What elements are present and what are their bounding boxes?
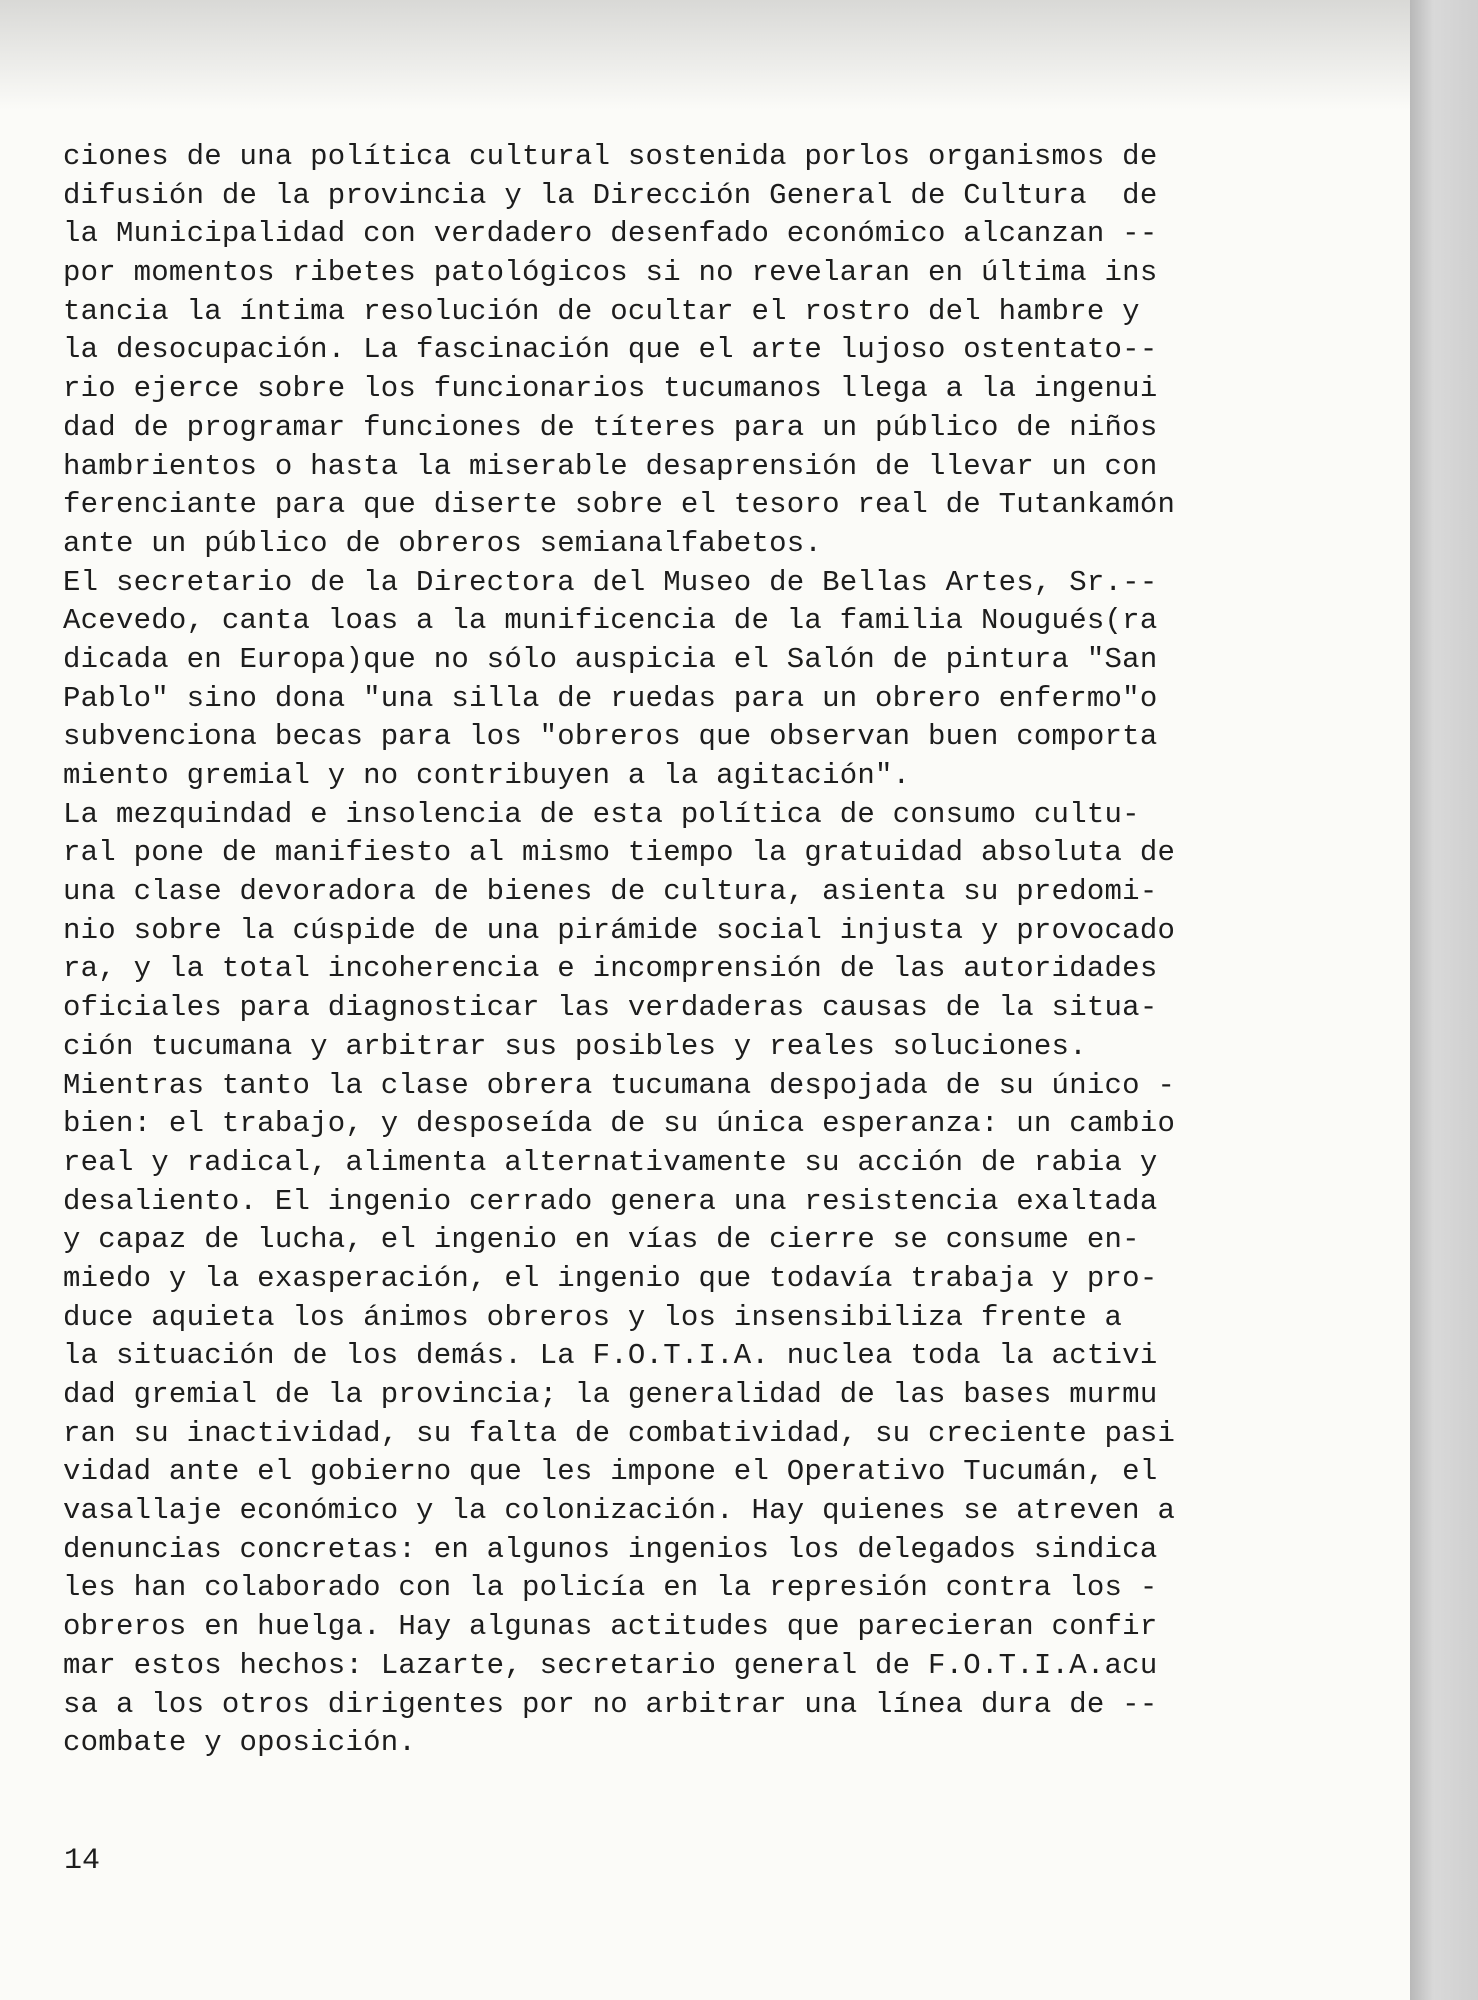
text-line: sa a los otros dirigentes por no arbitrar una línea dura de -- [63, 1687, 1158, 1721]
text-line: ral pone de manifiesto al mismo tiempo la gratuidad absoluta de [63, 836, 1176, 870]
text-line: ción tucumana y arbitrar sus posibles y reales soluciones. [63, 1029, 1087, 1063]
text-line: dad de programar funciones de títeres para un público de niños [63, 410, 1158, 444]
text-line: la desocupación. La fascinación que el arte lujoso ostentato-- [63, 333, 1158, 367]
text-line: obreros en huelga. Hay algunas actitudes que parecieran confir [63, 1610, 1158, 1644]
text-line: bien: el trabajo, y desposeída de su única esperanza: un cambio [63, 1107, 1176, 1141]
text-line: difusión de la provincia y la Dirección General de Cultura de [63, 178, 1158, 212]
text-line: denuncias concretas: en algunos ingenios los delegados sindica [63, 1532, 1158, 1566]
text-line: y capaz de lucha, el ingenio en vías de cierre se consume en- [63, 1223, 1140, 1257]
text-line: dicada en Europa)que no sólo auspicia el Salón de pintura "San [63, 642, 1158, 676]
text-line: rio ejerce sobre los funcionarios tucumanos llega a la ingenui [63, 372, 1158, 406]
text-line: vidad ante el gobierno que les impone el Operativo Tucumán, el [63, 1455, 1158, 1489]
text-line: la Municipalidad con verdadero desenfado económico alcanzan -- [63, 217, 1158, 251]
text-line: real y radical, alimenta alternativamente su acción de rabia y [63, 1145, 1158, 1179]
text-line: ciones de una política cultural sostenida porlos organismos de [63, 140, 1158, 173]
text-line: Mientras tanto la clase obrera tucumana despojada de su único - [63, 1068, 1176, 1102]
text-line: hambrientos o hasta la miserable desaprensión de llevar un con [63, 449, 1158, 483]
text-line: combate y oposición. [63, 1726, 417, 1760]
text-line: una clase devoradora de bienes de cultura, asienta su predomi- [63, 875, 1158, 909]
text-line: la situación de los demás. La F.O.T.I.A. nuclea toda la activi [63, 1339, 1158, 1373]
text-line: desaliento. El ingenio cerrado genera una resistencia exaltada [63, 1184, 1158, 1218]
text-line: subvenciona becas para los "obreros que observan buen comporta [63, 720, 1158, 754]
text-line: nio sobre la cúspide de una pirámide social injusta y provocado [63, 913, 1176, 947]
scan-shadow [0, 0, 1410, 110]
text-line: miento gremial y no contribuyen a la agitación". [63, 759, 911, 792]
page-number: 14 [64, 1844, 101, 1878]
text-line: miedo y la exasperación, el ingenio que todavía trabaja y pro- [63, 1261, 1158, 1295]
text-line: ra, y la total incoherencia e incomprensión de las autoridades [63, 952, 1158, 986]
text-line: La mezquindad e insolencia de esta política de consumo cultu- [63, 797, 1140, 831]
body-text [63, 138, 1313, 1763]
text-line: les han colaborado con la policía en la represión contra los - [63, 1571, 1158, 1605]
text-line: tancia la íntima resolución de ocultar el rostro del hambre y [63, 294, 1140, 328]
text-line: dad gremial de la provincia; la generalidad de las bases murmu [63, 1378, 1158, 1411]
text-line: ferenciante para que diserte sobre el tesoro real de Tutankamón [63, 488, 1176, 522]
text-line: por momentos ribetes patológicos si no revelaran en última ins [63, 256, 1158, 290]
text-line: duce aquieta los ánimos obreros y los insensibiliza frente a [63, 1300, 1123, 1334]
text-line: ante un público de obreros semianalfabetos. [63, 526, 823, 560]
text-line: mar estos hechos: Lazarte, secretario general de F.O.T.I.A.acu [63, 1648, 1158, 1682]
text-line: ran su inactividad, su falta de combatividad, su creciente pasi [63, 1416, 1176, 1450]
text-line: Acevedo, canta loas a la munificencia de la familia Nougués(ra [63, 604, 1158, 638]
text-line: vasallaje económico y la colonización. Hay quienes se atreven a [63, 1494, 1176, 1528]
page-edge [1410, 0, 1478, 2000]
text-line: Pablo" sino dona "una silla de ruedas para un obrero enfermo"o [63, 681, 1158, 715]
text-line: oficiales para diagnosticar las verdaderas causas de la situa- [63, 991, 1158, 1025]
text-line: El secretario de la Directora del Museo de Bellas Artes, Sr.-- [63, 565, 1158, 599]
